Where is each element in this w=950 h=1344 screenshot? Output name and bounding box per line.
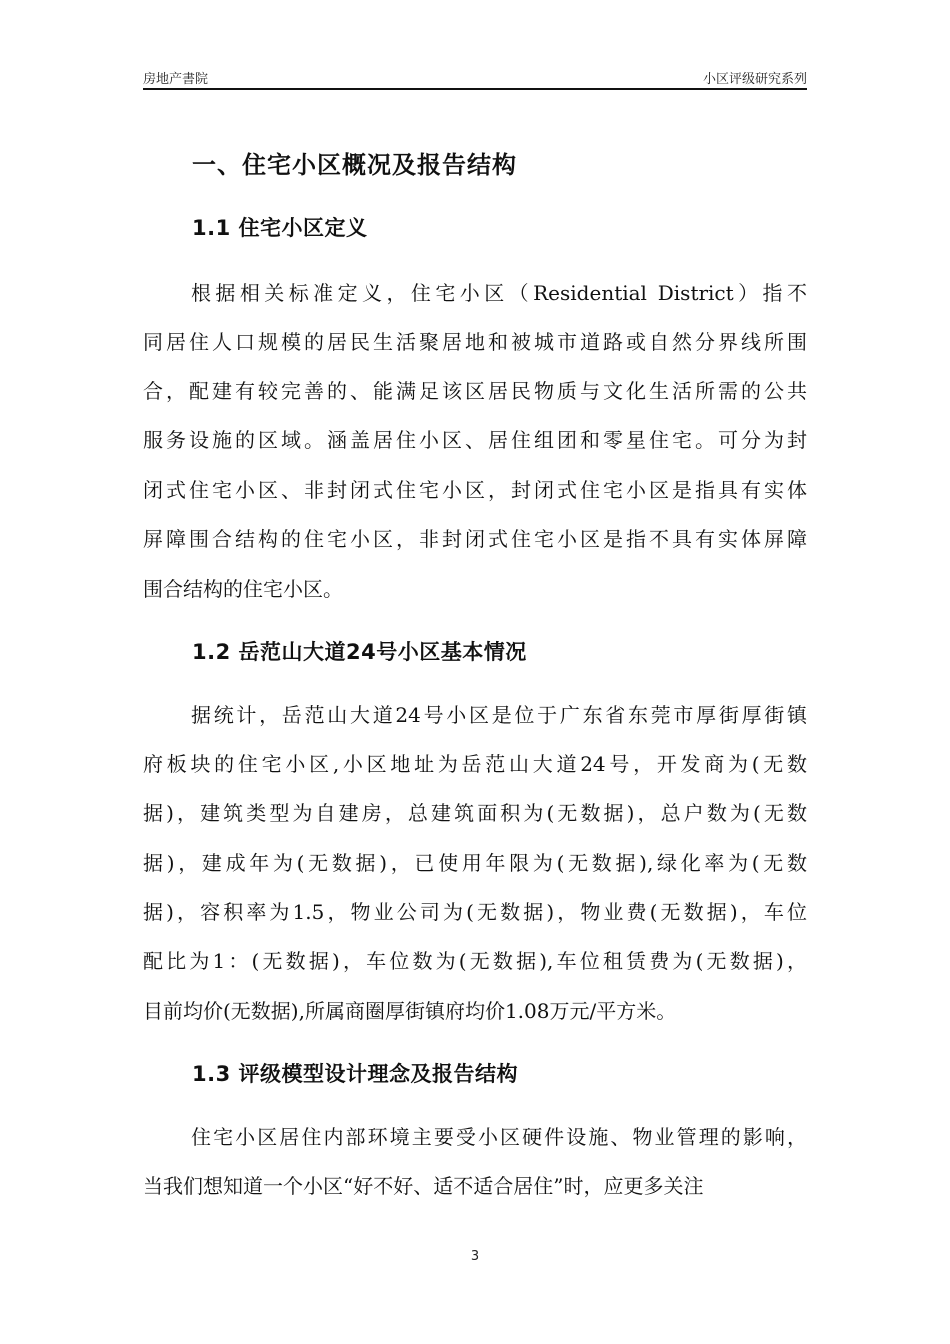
- paragraph-line: 服务设施的区域。涵盖居住小区、居住组团和零星住宅。可分为封: [143, 428, 807, 452]
- paragraph-line: 目前均价(无数据),所属商圈厚街镇府均价1.08万元/平方米。: [143, 999, 677, 1023]
- paragraph-line: 合，配建有较完善的、能满足该区居民物质与文化生活所需的公共: [143, 379, 807, 403]
- chapter-title: 一、住宅小区概况及报告结构: [192, 151, 517, 179]
- paragraph-line: 据统计，岳范山大道24号小区是位于广东省东莞市厚街厚街镇: [191, 703, 807, 727]
- paragraph-line: 据)，容积率为1.5，物业公司为(无数据)，物业费(无数据)，车位: [143, 900, 807, 924]
- header-series: 小区评级研究系列: [702, 72, 807, 87]
- paragraph-line: 配比为1：(无数据)，车位数为(无数据),车位租赁费为(无数据)，: [143, 949, 807, 973]
- section-heading-1-1: 1.1 住宅小区定义: [192, 216, 368, 240]
- paragraph-line: 府板块的住宅小区,小区地址为岳范山大道24号，开发商为(无数: [143, 752, 807, 776]
- section-heading-1-2: 1.2 岳范山大道24号小区基本情况: [192, 640, 527, 664]
- page-header: [143, 66, 807, 88]
- paragraph-line: 围合结构的住宅小区。: [143, 577, 343, 601]
- paragraph-line: 闭式住宅小区、非封闭式住宅小区，封闭式住宅小区是指具有实体: [143, 478, 807, 502]
- paragraph-line: 屏障围合结构的住宅小区，非封闭式住宅小区是指不具有实体屏障: [143, 527, 807, 551]
- paragraph-line: 根据相关标准定义，住宅小区（Residential District）指不: [191, 281, 807, 305]
- page-number: 3: [470, 1249, 480, 1264]
- paragraph-line: 据)，建成年为(无数据)，已使用年限为(无数据),绿化率为(无数: [143, 851, 807, 875]
- paragraph-line: 据)，建筑类型为自建房，总建筑面积为(无数据)，总户数为(无数: [143, 801, 807, 825]
- header-publisher: 房地产書院: [143, 72, 209, 87]
- paragraph-line: 当我们想知道一个小区“好不好、适不适合居住”时，应更多关注: [143, 1174, 704, 1198]
- section-heading-1-3: 1.3 评级模型设计理念及报告结构: [192, 1062, 519, 1086]
- header-divider: [143, 88, 807, 90]
- paragraph-line: 同居住人口规模的居民生活聚居地和被城市道路或自然分界线所围: [143, 330, 807, 354]
- paragraph-line: 住宅小区居住内部环境主要受小区硬件设施、物业管理的影响，: [191, 1125, 807, 1149]
